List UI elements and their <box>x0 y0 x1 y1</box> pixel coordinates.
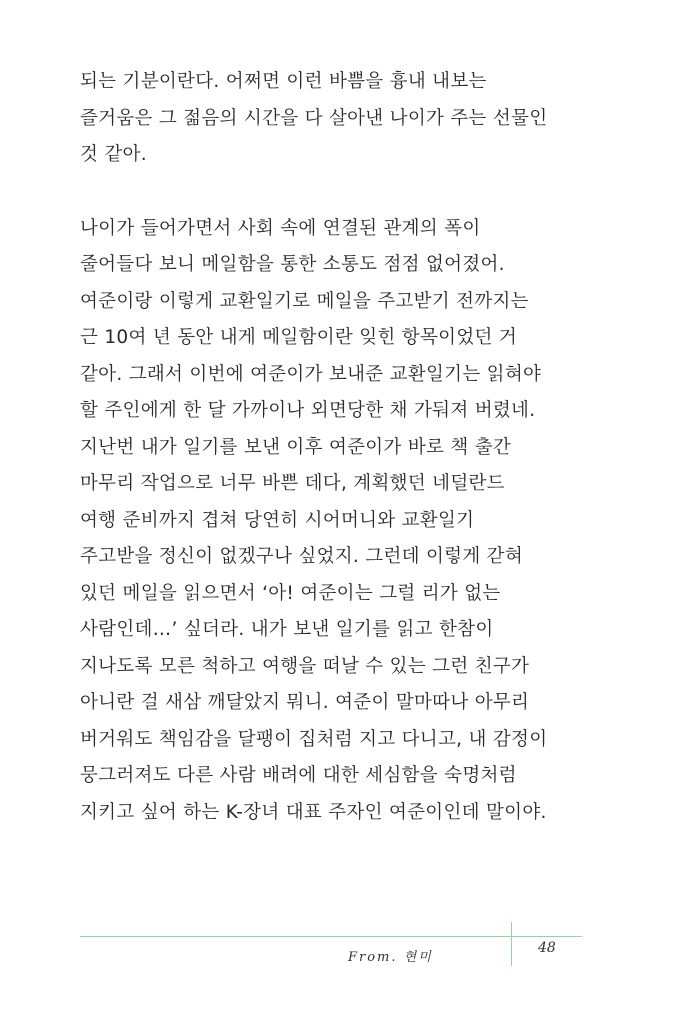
text-line: 마무리 작업으로 너무 바쁜 데다, 계획했던 네덜란드 <box>80 473 505 494</box>
paragraph-1 <box>80 64 640 174</box>
text-line: 것 같아. <box>80 144 147 165</box>
text-line: 여행 준비까지 겹쳐 당연히 시어머니와 교환일기 <box>80 509 475 531</box>
footer-rule <box>80 936 582 937</box>
text-line: 지난번 내가 일기를 보낸 이후 여준이가 바로 책 출간 <box>80 436 512 458</box>
text-line: 주고받을 정신이 없겠구나 싶었지. 그런데 이렇게 갇혀 <box>80 546 524 567</box>
paragraph-gap <box>80 174 640 211</box>
text-line: 뭉그러져도 다른 사람 배려에 대한 세심함을 숙명처럼 <box>80 765 517 786</box>
text-line: 아니란 걸 새삼 깨달았지 뭐니. 여준이 말마따나 아무리 <box>80 692 530 713</box>
text-line: 근 10여 년 동안 내게 메일함이란 잊힌 항목이었던 거 <box>80 327 518 348</box>
signature: From. 현미 <box>348 950 433 965</box>
page-number: 48 <box>538 940 556 956</box>
body-text <box>80 64 640 831</box>
text-line: 할 주인에게 한 달 가까이나 외면당한 채 가둬져 버렸네. <box>80 400 536 421</box>
paragraph-2 <box>80 211 640 832</box>
text-line: 사람인데…’ 싶더라. 내가 보낸 일기를 읽고 한참이 <box>80 619 494 640</box>
text-line: 지키고 싶어 하는 K-장녀 대표 주자인 여준이인데 말이야. <box>80 801 547 823</box>
text-line: 나이가 들어가면서 사회 속에 연결된 관계의 폭이 <box>80 217 481 239</box>
text-line: 줄어들다 보니 메일함을 통한 소통도 점점 없어졌어. <box>80 254 505 275</box>
text-line: 같아. 그래서 이번에 여준이가 보내준 교환일기는 읽혀야 <box>80 363 542 385</box>
text-line: 있던 메일을 읽으면서 ‘아! 여준이는 그럴 리가 없는 <box>80 582 501 604</box>
text-line: 되는 기분이란다. 어쩌면 이런 바쁨을 흉내 내보는 <box>80 71 487 92</box>
text-line: 즐거움은 그 젊음의 시간을 다 살아낸 나이가 주는 선물인 <box>80 107 548 129</box>
text-line: 지나도록 모른 척하고 여행을 떠날 수 있는 그런 친구가 <box>80 655 530 677</box>
footer-divider <box>511 922 512 966</box>
text-line: 버거워도 책임감을 달팽이 집처럼 지고 다니고, 내 감정이 <box>80 728 548 750</box>
text-line: 여준이랑 이렇게 교환일기로 메일을 주고받기 전까지는 <box>80 290 529 312</box>
